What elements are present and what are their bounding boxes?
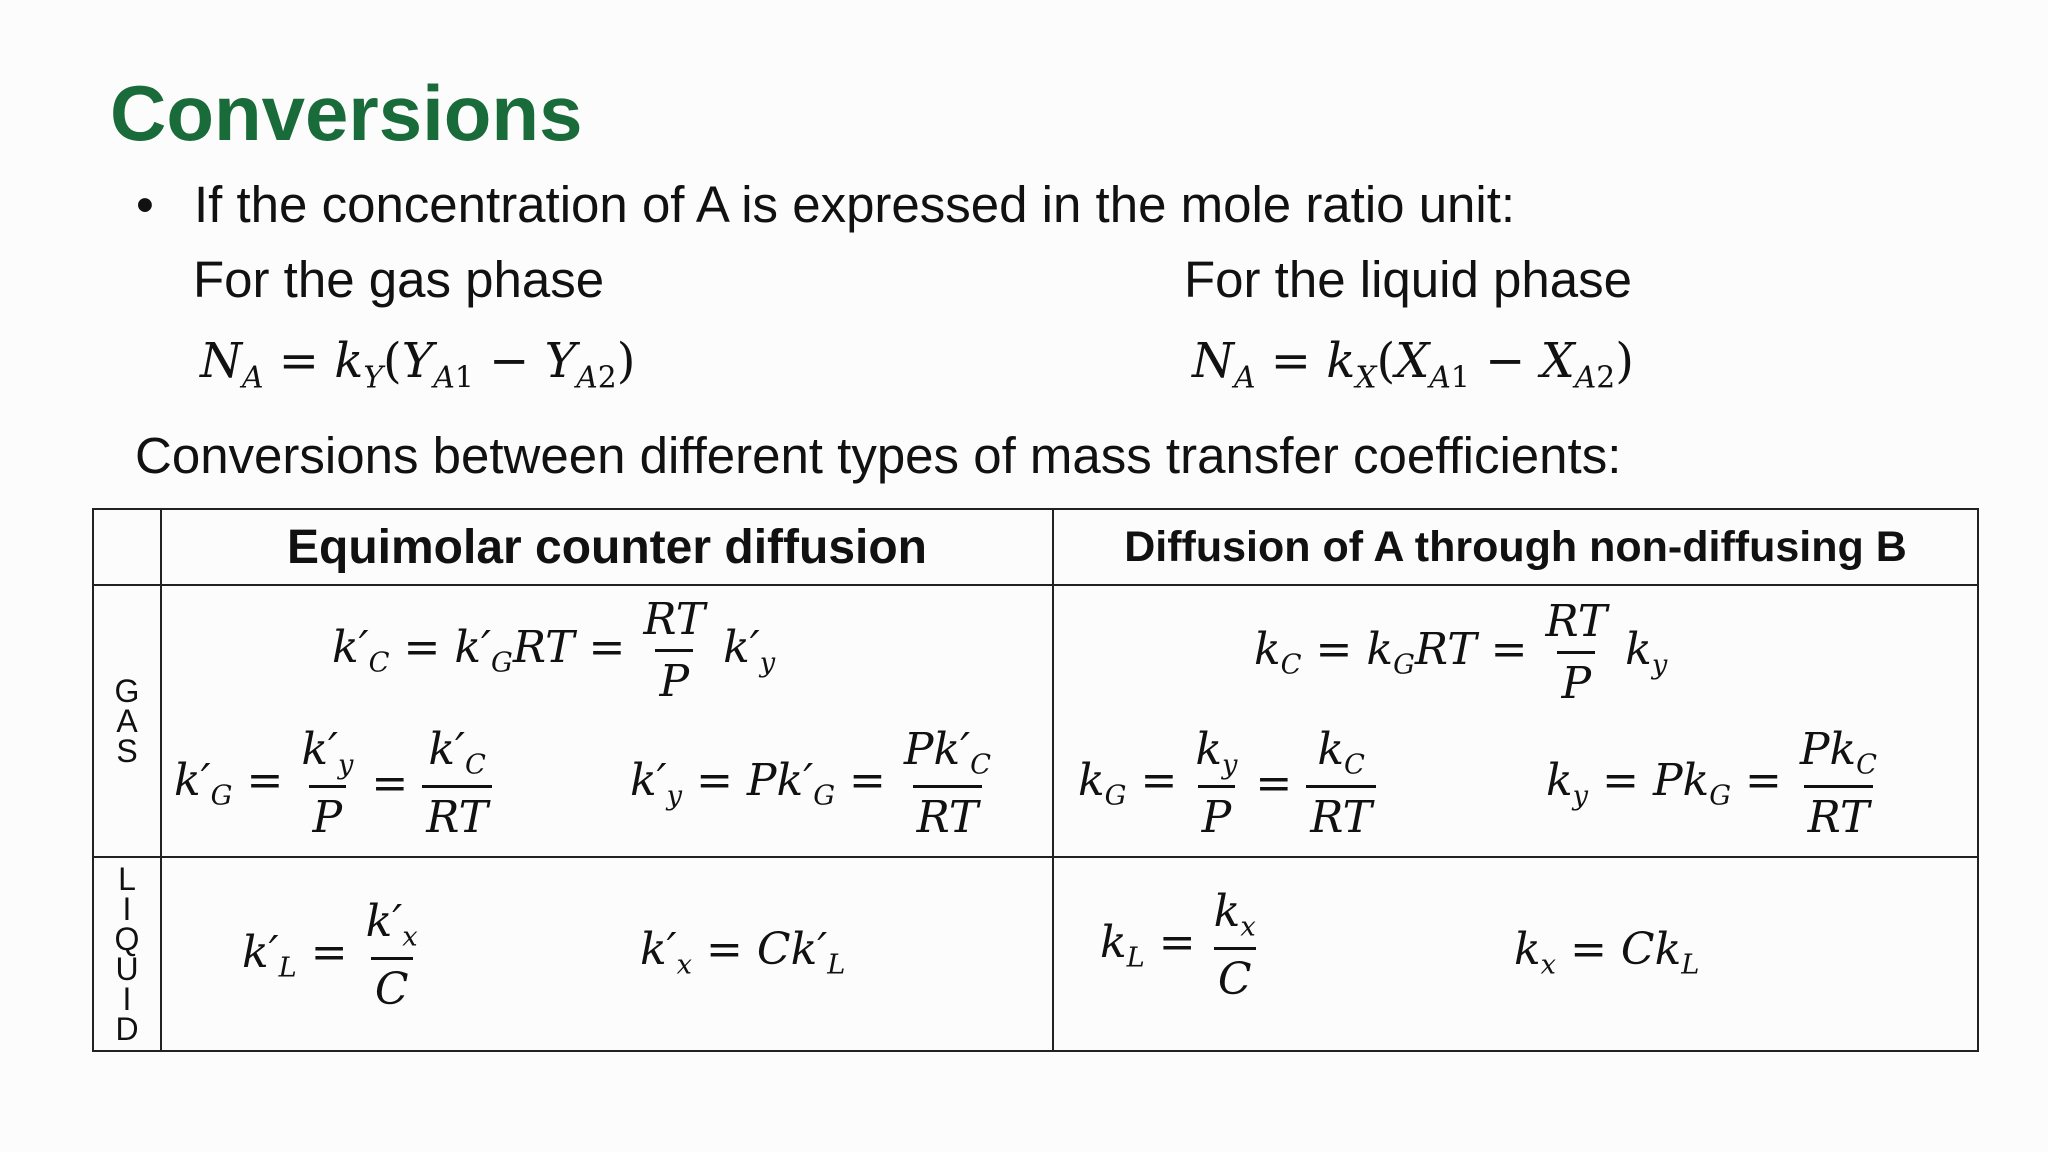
cell-gas-equimolar xyxy=(161,585,1053,857)
page-title: Conversions xyxy=(110,69,583,157)
cell-gas-non-diffusing xyxy=(1053,585,1978,857)
formula-kg: $k_G$ = $\frac{k_y}{P}$ = $\frac{k_C}{RT}$ xyxy=(1078,724,1376,843)
formula-kx: $k_x = Ck_L$ xyxy=(1514,924,1700,981)
conversions-label: Conversions between different types of mass transfer coefficients: xyxy=(135,427,1622,484)
cell-liquid-non-diffusing xyxy=(1053,857,1978,1051)
gas-phase-label: For the gas phase xyxy=(193,251,605,308)
conversion-table xyxy=(92,508,1979,1052)
formula-ky-prime: $k'_y = Pk'_G$ = $\frac{Pk'_C}{RT}$ xyxy=(630,724,991,843)
header-equimolar: Equimolar counter diffusion xyxy=(161,509,1053,585)
cell-liquid-equimolar xyxy=(161,857,1053,1051)
formula-kl: $k_L$ = $\frac{k_x}{C}$ xyxy=(1100,886,1256,1005)
formula-kl-prime: $k'_L$ = $\frac{k'_x}{C}$ xyxy=(242,896,418,1015)
formula-kg-prime: $k'_G$ = $\frac{k'_y}{P}$ = $\frac{k'_C}{RT}$ xyxy=(174,724,492,843)
header-non-diffusing: Diffusion of A through non-diffusing B xyxy=(1053,509,1978,585)
formula-kc: $k_C = k_GRT$ = $\frac{RT}{P}$ $k_y$ xyxy=(1254,596,1668,709)
bullet-text: If the concentration of A is expressed in the mole ratio unit: xyxy=(194,176,1516,233)
side-label-gas: G A S xyxy=(93,585,161,857)
formula-kx-prime: $k'_x = Ck'_L$ xyxy=(640,924,846,981)
liquid-phase-label: For the liquid phase xyxy=(1184,251,1632,308)
bullet-symbol: • xyxy=(136,176,154,233)
liquid-flux-equation: $N_A = k_X(X_{A1} - X_{A2})$ xyxy=(1192,333,1634,396)
formula-ky: $k_y = Pk_G$ = $\frac{Pk_C}{RT}$ xyxy=(1546,724,1878,843)
side-label-liquid: L I Q U I D xyxy=(93,857,161,1051)
gas-flux-equation: $N_A = k_Y(Y_{A1} - Y_{A2})$ xyxy=(200,333,636,396)
bullet-item xyxy=(136,175,1515,234)
formula-kc-prime: $k'_C = k'_GRT$ = $\frac{RT}{P}$ $k'_y$ xyxy=(332,594,776,707)
corner-cell xyxy=(93,509,161,585)
